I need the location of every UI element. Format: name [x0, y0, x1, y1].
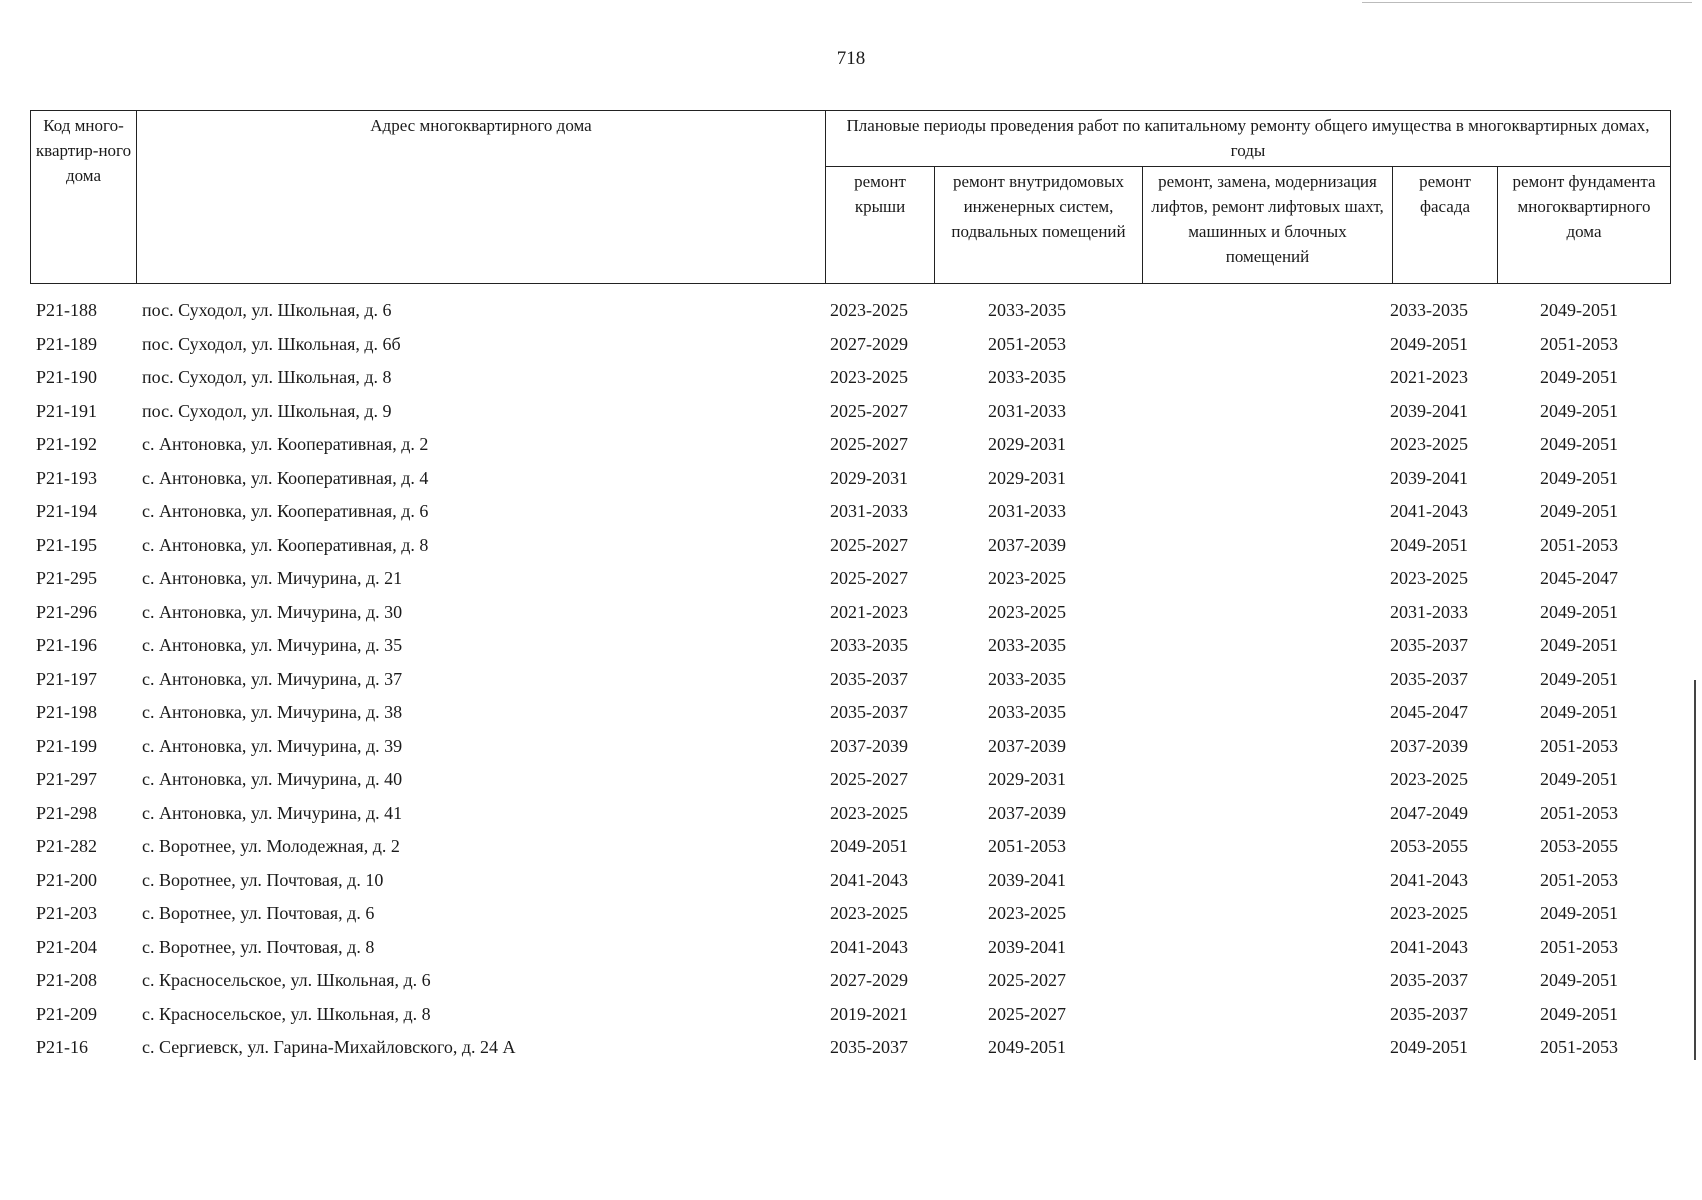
cell-address: пос. Суходол, ул. Школьная, д. 9 — [142, 400, 392, 421]
header-engineering: ремонт внутридомовых инженерных систем, подвальных помещений — [935, 167, 1143, 284]
cell-facade: 2031-2033 — [1390, 601, 1468, 622]
cell-facade: 2033-2035 — [1390, 300, 1468, 320]
cell-code: Р21-196 — [36, 635, 98, 655]
cell-code: Р21-200 — [36, 869, 98, 890]
cell-code: Р21-16 — [36, 1037, 89, 1057]
cell-foundation: 2049-2051 — [1540, 635, 1618, 655]
cell-address: с. Воротнее, ул. Почтовая, д. 8 — [142, 936, 375, 957]
cell-code: Р21-203 — [36, 903, 98, 923]
header-facade: ремонт фасада — [1393, 167, 1498, 284]
cell-foundation: 2051-2053 — [1540, 735, 1618, 756]
cell-facade: 2053-2055 — [1390, 836, 1468, 856]
cell-engineering: 2023-2025 — [988, 601, 1066, 622]
cell-code: Р21-189 — [36, 333, 98, 354]
cell-engineering: 2033-2035 — [988, 635, 1066, 655]
cell-engineering: 2037-2039 — [988, 735, 1066, 756]
cell-address: с. Антоновка, ул. Мичурина, д. 21 — [142, 568, 403, 588]
cell-foundation: 2051-2053 — [1540, 936, 1618, 957]
cell-facade: 2041-2043 — [1390, 869, 1468, 890]
cell-code: Р21-197 — [36, 668, 98, 689]
cell-engineering: 2039-2041 — [988, 869, 1066, 890]
cell-engineering: 2033-2035 — [988, 300, 1066, 320]
cell-engineering: 2037-2039 — [988, 534, 1066, 555]
cell-code: Р21-204 — [36, 936, 98, 957]
cell-roof: 2049-2051 — [830, 836, 908, 856]
table-row — [30, 834, 1670, 868]
cell-engineering: 2037-2039 — [988, 802, 1066, 823]
cell-foundation: 2051-2053 — [1540, 802, 1618, 823]
header-address: Адрес многоквартирного дома — [137, 111, 826, 284]
cell-code: Р21-188 — [36, 300, 98, 320]
table-row — [30, 667, 1670, 701]
cell-code: Р21-297 — [36, 769, 98, 789]
cell-foundation: 2049-2051 — [1540, 702, 1618, 722]
cell-engineering: 2051-2053 — [988, 333, 1066, 354]
cell-engineering: 2025-2027 — [988, 970, 1066, 990]
cell-foundation: 2049-2051 — [1540, 434, 1618, 454]
cell-roof: 2027-2029 — [830, 970, 908, 990]
cell-foundation: 2045-2047 — [1540, 568, 1618, 588]
cell-roof: 2023-2025 — [830, 367, 908, 387]
cell-roof: 2021-2023 — [830, 601, 908, 622]
cell-address: с. Антоновка, ул. Мичурина, д. 41 — [142, 802, 403, 823]
cell-roof: 2023-2025 — [830, 802, 908, 823]
margin-rule — [1694, 680, 1696, 1060]
cell-roof: 2025-2027 — [830, 568, 908, 588]
cell-roof: 2025-2027 — [830, 400, 908, 421]
cell-facade: 2037-2039 — [1390, 735, 1468, 756]
cell-roof: 2019-2021 — [830, 1003, 908, 1024]
cell-code: Р21-198 — [36, 702, 98, 722]
cell-facade: 2045-2047 — [1390, 702, 1468, 722]
cell-facade: 2049-2051 — [1390, 534, 1468, 555]
cell-engineering: 2029-2031 — [988, 769, 1066, 789]
table-row — [30, 600, 1670, 634]
table-row — [30, 1002, 1670, 1036]
cell-address: с. Антоновка, ул. Мичурина, д. 37 — [142, 668, 403, 689]
cell-foundation: 2051-2053 — [1540, 869, 1618, 890]
cell-engineering: 2031-2033 — [988, 400, 1066, 421]
cell-facade: 2049-2051 — [1390, 333, 1468, 354]
header-roof: ремонт крыши — [826, 167, 935, 284]
cell-roof: 2035-2037 — [830, 1037, 908, 1057]
cell-engineering: 2029-2031 — [988, 467, 1066, 488]
cell-facade: 2039-2041 — [1390, 467, 1468, 488]
cell-engineering: 2033-2035 — [988, 668, 1066, 689]
cell-address: с. Антоновка, ул. Кооперативная, д. 2 — [142, 434, 429, 454]
header-elevators: ремонт, замена, модернизация лифтов, ремонт лифтовых шахт, машинных и блочных помещений — [1143, 167, 1393, 284]
table-row — [30, 466, 1670, 500]
cell-foundation: 2049-2051 — [1540, 300, 1618, 320]
table-row — [30, 968, 1670, 1002]
table-row — [30, 700, 1670, 734]
cell-facade: 2021-2023 — [1390, 367, 1468, 387]
cell-foundation: 2049-2051 — [1540, 400, 1618, 421]
cell-address: с. Антоновка, ул. Мичурина, д. 30 — [142, 601, 403, 622]
cell-roof: 2025-2027 — [830, 434, 908, 454]
cell-roof: 2033-2035 — [830, 635, 908, 655]
table-body — [30, 298, 1670, 1069]
cell-roof: 2035-2037 — [830, 702, 908, 722]
cell-facade: 2041-2043 — [1390, 501, 1468, 521]
cell-foundation: 2049-2051 — [1540, 769, 1618, 789]
cell-foundation: 2049-2051 — [1540, 1003, 1618, 1024]
cell-foundation: 2049-2051 — [1540, 601, 1618, 622]
cell-engineering: 2025-2027 — [988, 1003, 1066, 1024]
cell-code: Р21-199 — [36, 735, 98, 756]
cell-engineering: 2039-2041 — [988, 936, 1066, 957]
cell-address: с. Антоновка, ул. Кооперативная, д. 8 — [142, 534, 429, 555]
cell-address: с. Красносельское, ул. Школьная, д. 6 — [142, 970, 431, 990]
cell-roof: 2031-2033 — [830, 501, 908, 521]
cell-facade: 2041-2043 — [1390, 936, 1468, 957]
table-row — [30, 533, 1670, 567]
cell-address: с. Воротнее, ул. Молодежная, д. 2 — [142, 836, 400, 856]
cell-facade: 2035-2037 — [1390, 1003, 1468, 1024]
cell-roof: 2025-2027 — [830, 534, 908, 555]
cell-code: Р21-192 — [36, 434, 98, 454]
cell-facade: 2023-2025 — [1390, 769, 1468, 789]
cell-facade: 2023-2025 — [1390, 903, 1468, 923]
cell-foundation: 2049-2051 — [1540, 970, 1618, 990]
top-edge-rule — [1362, 2, 1692, 3]
cell-engineering: 2023-2025 — [988, 568, 1066, 588]
cell-code: Р21-209 — [36, 1003, 98, 1024]
cell-foundation: 2049-2051 — [1540, 467, 1618, 488]
cell-address: с. Антоновка, ул. Мичурина, д. 39 — [142, 735, 403, 756]
cell-roof: 2023-2025 — [830, 903, 908, 923]
cell-foundation: 2049-2051 — [1540, 668, 1618, 689]
cell-roof: 2025-2027 — [830, 769, 908, 789]
table-row — [30, 566, 1670, 600]
cell-facade: 2039-2041 — [1390, 400, 1468, 421]
cell-roof: 2041-2043 — [830, 936, 908, 957]
cell-address: с. Антоновка, ул. Мичурина, д. 35 — [142, 635, 403, 655]
cell-foundation: 2051-2053 — [1540, 534, 1618, 555]
cell-facade: 2035-2037 — [1390, 635, 1468, 655]
cell-facade: 2035-2037 — [1390, 668, 1468, 689]
cell-address: с. Воротнее, ул. Почтовая, д. 10 — [142, 869, 384, 890]
cell-code: Р21-195 — [36, 534, 98, 555]
cell-address: пос. Суходол, ул. Школьная, д. 8 — [142, 367, 392, 387]
cell-roof: 2023-2025 — [830, 300, 908, 320]
cell-engineering: 2049-2051 — [988, 1037, 1066, 1057]
table-row — [30, 1035, 1670, 1069]
table-row — [30, 633, 1670, 667]
cell-roof: 2027-2029 — [830, 333, 908, 354]
page-number: 718 — [836, 48, 866, 69]
table-row — [30, 432, 1670, 466]
cell-facade: 2049-2051 — [1390, 1037, 1468, 1057]
cell-foundation: 2049-2051 — [1540, 367, 1618, 387]
header-code: Код много-квартир-ного дома — [31, 111, 137, 284]
cell-facade: 2023-2025 — [1390, 568, 1468, 588]
cell-foundation: 2049-2051 — [1540, 501, 1618, 521]
cell-address: с. Антоновка, ул. Кооперативная, д. 6 — [142, 501, 429, 521]
table-row — [30, 801, 1670, 835]
table-row — [30, 298, 1670, 332]
table-row — [30, 332, 1670, 366]
cell-facade: 2047-2049 — [1390, 802, 1468, 823]
table-row — [30, 399, 1670, 433]
cell-foundation: 2053-2055 — [1540, 836, 1618, 856]
cell-foundation: 2049-2051 — [1540, 903, 1618, 923]
table-row — [30, 734, 1670, 768]
table-row — [30, 767, 1670, 801]
table-row — [30, 868, 1670, 902]
table-row — [30, 499, 1670, 533]
cell-roof: 2029-2031 — [830, 467, 908, 488]
cell-code: Р21-194 — [36, 501, 98, 521]
cell-code: Р21-191 — [36, 400, 98, 421]
cell-engineering: 2031-2033 — [988, 501, 1066, 521]
cell-code: Р21-208 — [36, 970, 98, 990]
cell-foundation: 2051-2053 — [1540, 333, 1618, 354]
cell-code: Р21-190 — [36, 367, 98, 387]
cell-code: Р21-193 — [36, 467, 98, 488]
table-row — [30, 901, 1670, 935]
cell-roof: 2035-2037 — [830, 668, 908, 689]
cell-engineering: 2029-2031 — [988, 434, 1066, 454]
header-periods: Плановые периоды проведения работ по капитальному ремонту общего имущества в многоквартирных домах, годы — [826, 111, 1671, 167]
cell-address: с. Антоновка, ул. Мичурина, д. 40 — [142, 769, 403, 789]
cell-address: пос. Суходол, ул. Школьная, д. 6б — [142, 333, 401, 354]
cell-address: с. Антоновка, ул. Мичурина, д. 38 — [142, 702, 403, 722]
cell-address: с. Сергиевск, ул. Гарина-Михайловского, д. 24 А — [142, 1037, 516, 1057]
cell-code: Р21-296 — [36, 601, 98, 622]
cell-code: Р21-282 — [36, 836, 98, 856]
cell-address: с. Воротнее, ул. Почтовая, д. 6 — [142, 903, 375, 923]
cell-engineering: 2033-2035 — [988, 367, 1066, 387]
cell-engineering: 2051-2053 — [988, 836, 1066, 856]
cell-roof: 2037-2039 — [830, 735, 908, 756]
cell-address: пос. Суходол, ул. Школьная, д. 6 — [142, 300, 392, 320]
header-foundation: ремонт фундамента многоквартирного дома — [1498, 167, 1671, 284]
table-header — [30, 110, 1671, 284]
cell-engineering: 2023-2025 — [988, 903, 1066, 923]
table-row — [30, 365, 1670, 399]
table-row — [30, 935, 1670, 969]
cell-address: с. Антоновка, ул. Кооперативная, д. 4 — [142, 467, 429, 488]
cell-code: Р21-298 — [36, 802, 98, 823]
cell-foundation: 2051-2053 — [1540, 1037, 1618, 1057]
cell-facade: 2023-2025 — [1390, 434, 1468, 454]
cell-roof: 2041-2043 — [830, 869, 908, 890]
cell-facade: 2035-2037 — [1390, 970, 1468, 990]
cell-address: с. Красносельское, ул. Школьная, д. 8 — [142, 1003, 431, 1024]
cell-engineering: 2033-2035 — [988, 702, 1066, 722]
cell-code: Р21-295 — [36, 568, 98, 588]
